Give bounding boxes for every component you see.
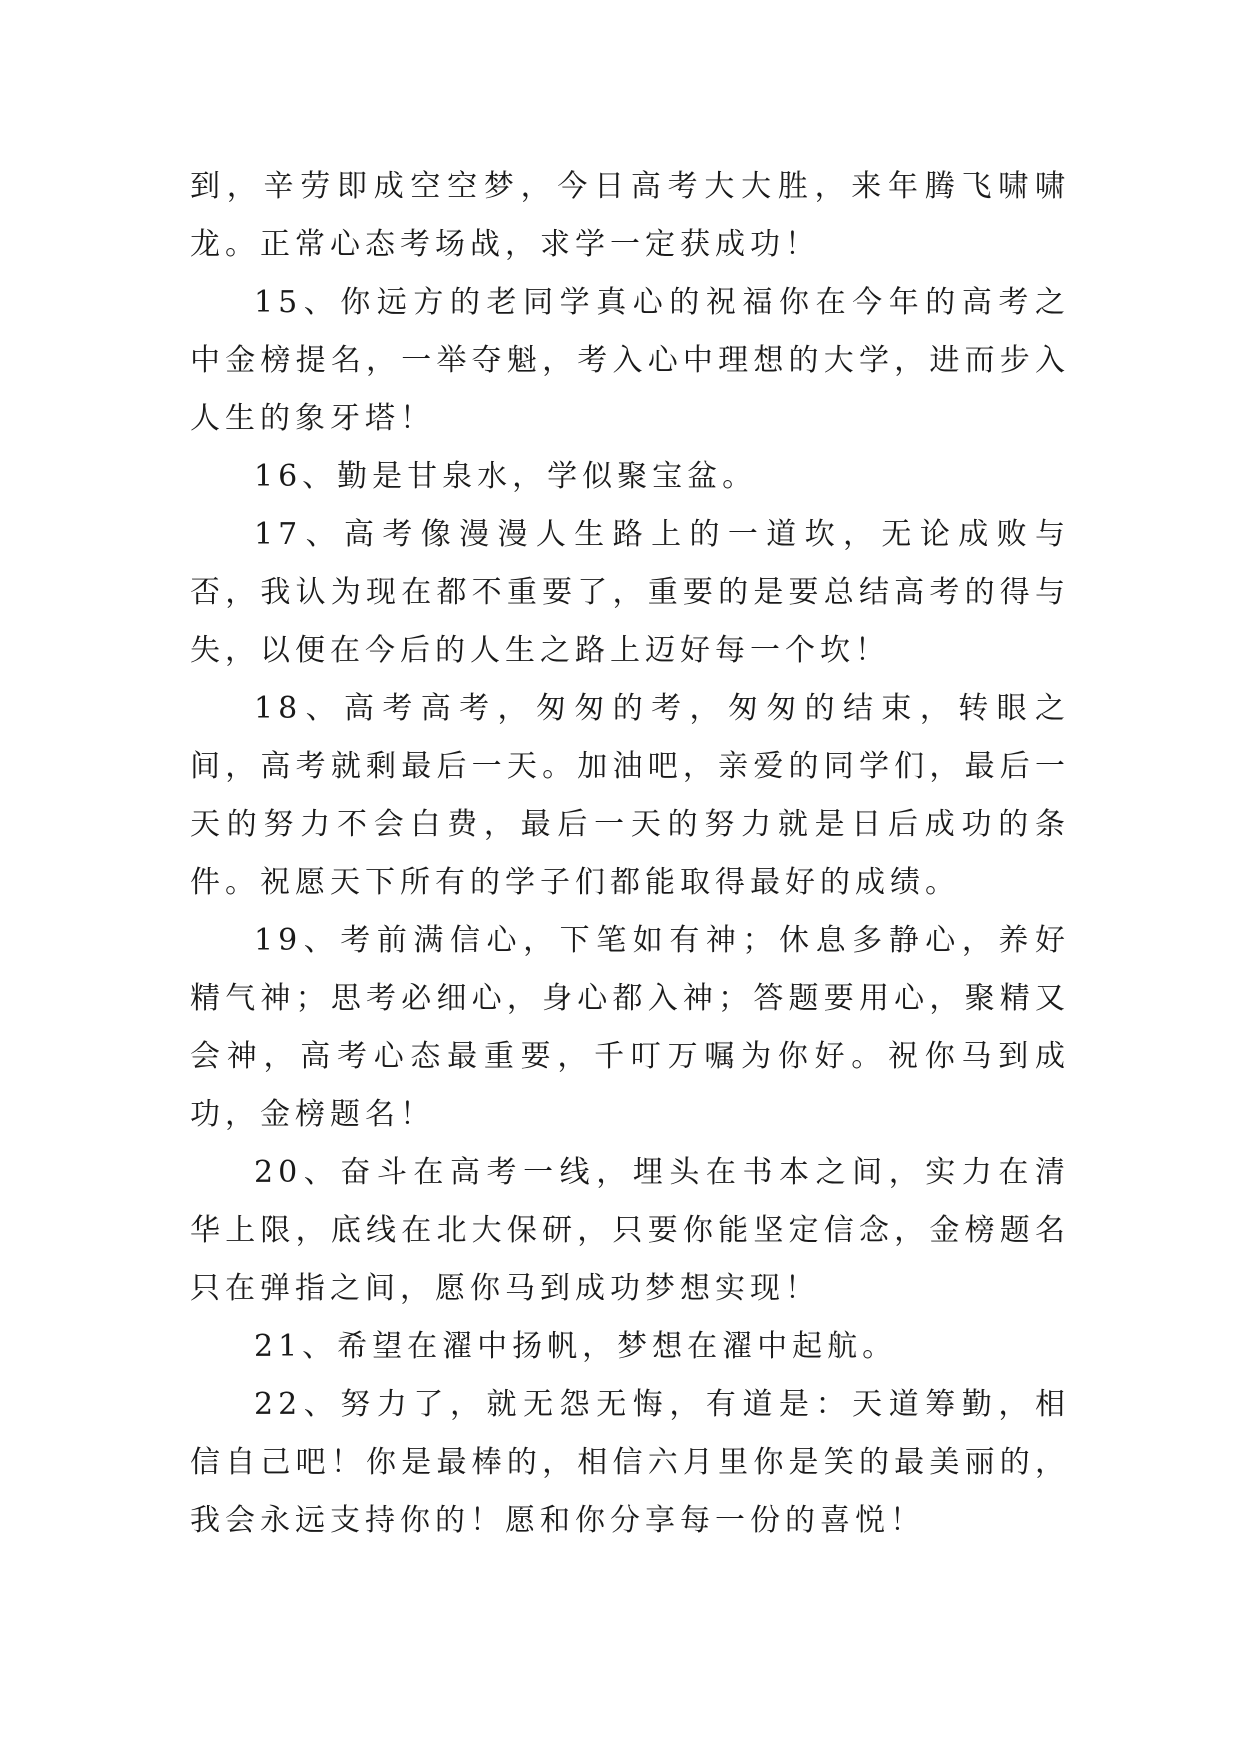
paragraph-17: 17、高考像漫漫人生路上的一道坎，无论成败与否，我认为现在都不重要了，重要的是要总结高考的得与失，以便在今后的人生之路上迈好每一个坎！: [190, 517, 1070, 668]
paragraph-19: 19、考前满信心，下笔如有神；休息多静心，养好精气神；思考必细心，身心都入神；答题要用心，聚精又会神，高考心态最重要，千叮万嘱为你好。祝你马到成功，金榜题名！: [190, 923, 1070, 1132]
paragraph-14-continuation: 到，辛劳即成空空梦，今日高考大大胜，来年腾飞啸啸龙。正常心态考场战，求学一定获成功！: [190, 169, 1070, 262]
paragraph-15: 15、你远方的老同学真心的祝福你在今年的高考之中金榜提名，一举夺魁，考入心中理想的大学，进而步入人生的象牙塔！: [190, 285, 1070, 436]
paragraph-22: 22、努力了，就无怨无悔，有道是：天道筹勤，相信自己吧！你是最棒的，相信六月里你是笑的最美丽的，我会永远支持你的！愿和你分享每一份的喜悦！: [190, 1387, 1070, 1538]
paragraph-20: 20、奋斗在高考一线，埋头在书本之间，实力在清华上限，底线在北大保研，只要你能坚定信念，金榜题名只在弹指之间，愿你马到成功梦想实现！: [190, 1155, 1070, 1306]
paragraph-16: 16、勤是甘泉水，学似聚宝盆。: [254, 459, 758, 494]
document-body: [190, 158, 1070, 1550]
paragraph-21: 21、希望在濯中扬帆，梦想在濯中起航。: [254, 1329, 898, 1364]
paragraph-18: 18、高考高考，匆匆的考，匆匆的结束，转眼之间，高考就剩最后一天。加油吧，亲爱的同学们，最后一天的努力不会白费，最后一天的努力就是日后成功的条件。祝愿天下所有的学子们都能取得最好的成绩。: [190, 691, 1070, 900]
